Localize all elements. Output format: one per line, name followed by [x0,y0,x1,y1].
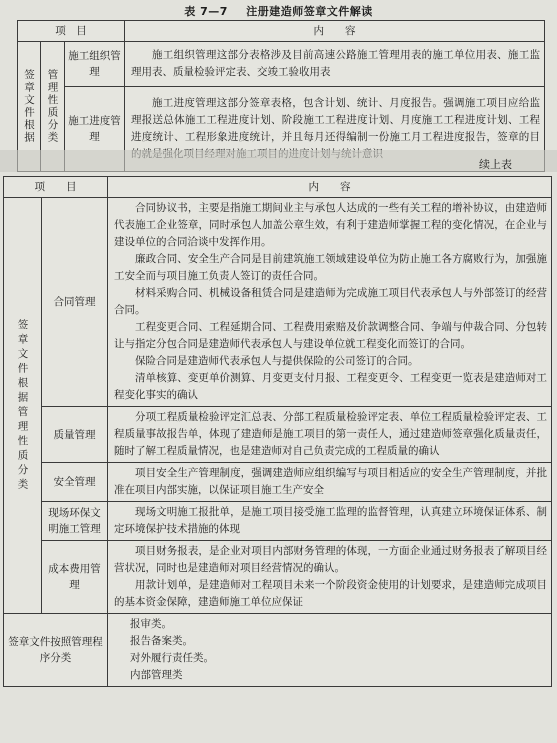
content-paragraph: 工程变更合同、工程延期合同、工程费用索赔及价款调整合同、争端与仲裁合同、分包转让与指定分包合同是建造师代表承包人与建设单位就工程变化而签订的合同。 [114,321,547,350]
category-cell: 现场环保文明施工管理 [42,502,108,541]
content-paragraph: 施工组织管理这部分表格涉及目前高速公路施工管理用表的施工单位用表、施工监理用表、质量检验评定表、交竣工验收用表 [131,49,540,78]
content-paragraph: 施工进度管理这部分签章表格，包含计划、统计、月度报告。强调施工项目应给监理报送总体施工工程进度计划、阶段施工工程进度计划、月度施工工程进度计划、工程进度统计、工程形象进度统计，并且每月还得编制一份施工月工程进度报告，签章的目 [131,97,540,143]
content-cell [108,407,552,463]
content-paragraph: 清单核算、变更单价测算、月变更支付月报、工程变更令、工程变更一览表是建造师对工程变化事实的确认 [114,372,547,401]
content-paragraph: 廉政合同、安全生产合同是目前建筑施工领域建设单位为防止施工各方腐败行为，加强施工安全而与项目施工负责人签订的责任合同。 [114,253,547,282]
table1-header-content: 内 容 [125,21,545,42]
table2-header-row [4,177,552,198]
content-paragraph: 保险合同是建造师代表承包人与提供保险的公司签订的合同。 [135,355,419,367]
table2-header-item: 项 目 [4,177,108,198]
content-cell [108,463,552,502]
table2-group-label: 签章文件根据管理性质分类 [16,318,29,493]
table-row [4,614,552,687]
content-paragraph: 材料采购合同、机械设备租赁合同是建造师为完成施工项目代表承包人与外部签订的经营合同。 [114,287,547,316]
list-item: 报告备案类。 [130,635,193,647]
table1-group-label: 签章文件根据 [23,69,35,144]
list-item: 内部管理类 [130,669,183,681]
category-cell: 合同管理 [42,198,108,407]
table1-header-item: 项 目 [18,21,125,42]
table1-header-row [18,21,545,42]
list-item: 对外履行责任类。 [130,652,214,664]
table-row [4,463,552,502]
category-cell: 安全管理 [42,463,108,502]
category-cell: 施工组织管理 [65,42,125,87]
table-row [4,407,552,463]
content-cell [108,541,552,614]
table-number: 表 7—7 [184,5,228,18]
table-title: 注册建造师签章文件解读 [246,5,373,18]
content-paragraph: 用款计划单，是建造师对工程项目未来一个阶段资金使用的计划要求，是建造师完成项目的基本资金保障，建造师施工单位应保证 [114,579,547,608]
signature-docs-table-part2 [3,176,552,687]
table1-subgroup-label: 管理性质分类 [46,69,59,144]
table-row [4,198,552,407]
continued-label: 续上表 [479,158,512,171]
table-row [4,541,552,614]
list-item: 报审类。 [130,618,172,630]
content-cell [108,198,552,407]
table2-header-content: 内 容 [108,177,552,198]
table-row [18,42,545,87]
content-paragraph: 分项工程质量检验评定汇总表、分部工程质量检验评定表、单位工程质量检验评定表、工程质量事故报告单，体现了建造师是施工项目的第一责任人，通过建造师签章强化质量责任，随时了解工程质量情况，也是建造师对自己负责完成的工程质量的确认 [114,411,547,457]
category-cell: 质量管理 [42,407,108,463]
content-cell [125,42,545,87]
content-paragraph: 项目安全生产管理制度，强调建造师应组织编写与项目相适应的安全生产管理制度，并批准在项目内部实施，以保证项目施工生产安全 [114,467,547,496]
table2-group-cell [4,198,42,614]
bleed-shadow [0,150,557,172]
page-title [0,3,557,19]
category-cell: 成本费用管理 [42,541,108,614]
content-paragraph: 现场文明施工报批单，是施工项目接受施工监理的监督管理，认真建立环境保证体系、制定环境保护技术措施的体现 [114,506,547,535]
category-cell: 施工进度管理 [65,87,125,172]
procedure-category-cell: 签章文件按照管理程序分类 [4,614,108,687]
content-paragraph: 合同协议书，主要是指施工期间业主与承包人达成的一些有关工程的增补协议，由建造师代表施工企业签章，同时承包人加盖公章生效，有利于建造师掌握工程的变化情况，在企业与建设单位的合同洽谈中发挥作用。 [114,202,547,248]
content-cell [108,502,552,541]
table-row [4,502,552,541]
content-cell [108,614,552,687]
content-paragraph: 项目财务报表，是企业对项目内部财务管理的体现，一方面企业通过财务报表了解项目经营状况，同时也是建造师对项目经营情况的确认。 [114,545,547,574]
